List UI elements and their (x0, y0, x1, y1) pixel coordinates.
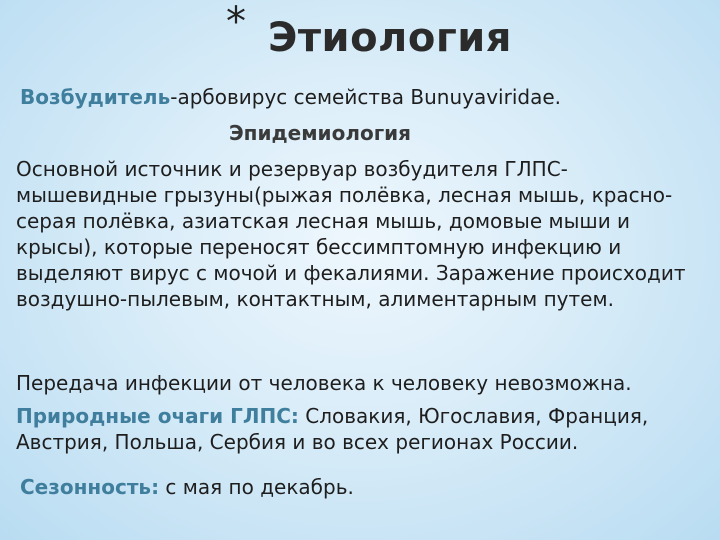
section-subheading: Эпидемиология (228, 121, 412, 145)
natural-foci-paragraph (16, 403, 706, 455)
asterisk-bullet-icon: * (226, 0, 246, 45)
pathogen-label: Возбудитель (20, 85, 171, 109)
seasonality-label: Сезонность: (20, 475, 160, 499)
natural-foci-label: Природные очаги ГЛПС: (16, 404, 299, 428)
seasonality-text: с мая по декабрь. (159, 475, 354, 499)
source-paragraph: Основной источник и резервуар возбудителя ГЛПС-мышевидные грызуны(рыжая полёвка, лесная мышь, красно-серая полёвка, азиатская лесная мышь, домовые мыши и крысы), которые переносят бессимптомную инфекцию и выделяют вирус с мочой и фекалиями. Заражение происходит воздушно-пылевым, контактным, алиментарным путем. (16, 157, 686, 311)
pathogen-line (20, 84, 561, 110)
seasonality-line (20, 474, 354, 500)
slide-title: Этиология (268, 15, 512, 61)
transmission-paragraph: Передача инфекции от человека к человеку невозможна. (16, 371, 632, 395)
pathogen-text: -арбовирус семейства Bunuyaviridae. (170, 85, 562, 109)
natural-foci-text: Словакия, Югославия, Франция, Австрия, Польша, Сербия и во всех регионах России. (16, 404, 649, 454)
